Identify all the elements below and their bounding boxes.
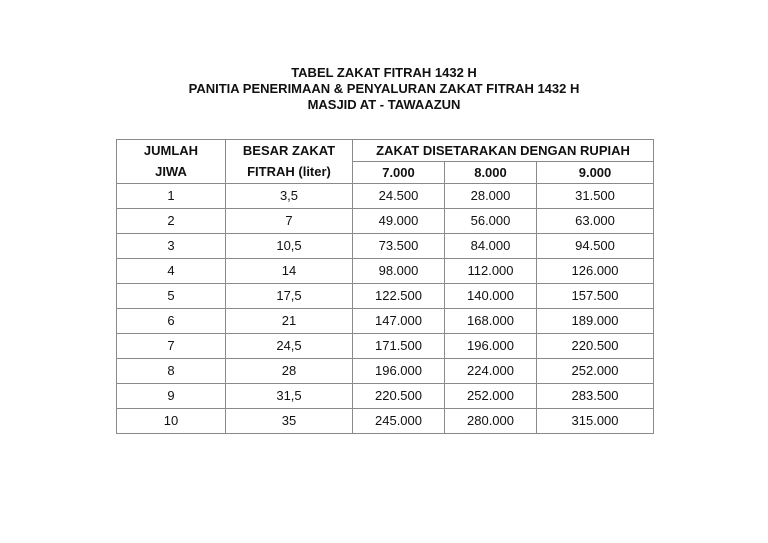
cell-rp-7000: 196.000 (353, 359, 445, 384)
cell-liter: 28 (226, 359, 353, 384)
cell-rp-7000: 171.500 (353, 334, 445, 359)
header-jumlah-line2: JIWA (155, 164, 187, 180)
document-title (0, 65, 768, 113)
cell-jiwa: 8 (117, 359, 226, 384)
zakat-table (116, 139, 654, 434)
header-price-label: 7.000 (382, 164, 415, 180)
cell-rp-7000: 147.000 (353, 309, 445, 334)
cell-jiwa: 7 (117, 334, 226, 359)
title-line-3: MASJID AT - TAWAAZUN (307, 97, 461, 112)
table-header-row-2 (117, 162, 654, 184)
table-row (117, 209, 654, 234)
cell-rp-7000: 245.000 (353, 409, 445, 434)
cell-rp-9000: 252.000 (537, 359, 654, 384)
cell-jiwa: 10 (117, 409, 226, 434)
cell-rp-8000: 28.000 (445, 184, 537, 209)
table-row (117, 184, 654, 209)
header-fitrah-liter (226, 162, 353, 184)
cell-rp-9000: 315.000 (537, 409, 654, 434)
cell-rp-8000: 280.000 (445, 409, 537, 434)
cell-rp-9000: 220.500 (537, 334, 654, 359)
cell-liter: 31,5 (226, 384, 353, 409)
cell-rp-7000: 49.000 (353, 209, 445, 234)
header-price-7000 (353, 162, 445, 184)
cell-jiwa: 2 (117, 209, 226, 234)
table-row (117, 384, 654, 409)
title-line-1: TABEL ZAKAT FITRAH 1432 H (291, 65, 477, 80)
cell-jiwa: 1 (117, 184, 226, 209)
header-jumlah (117, 140, 226, 162)
cell-jiwa: 6 (117, 309, 226, 334)
table-row (117, 234, 654, 259)
cell-liter: 10,5 (226, 234, 353, 259)
cell-liter: 35 (226, 409, 353, 434)
header-price-9000 (537, 162, 654, 184)
cell-jiwa: 5 (117, 284, 226, 309)
cell-liter: 3,5 (226, 184, 353, 209)
table-row (117, 334, 654, 359)
table-row (117, 359, 654, 384)
table-row (117, 284, 654, 309)
header-besar-line1: BESAR ZAKAT (242, 142, 336, 158)
table-header-row-1 (117, 140, 654, 162)
header-jumlah-line1: JUMLAH (143, 142, 199, 158)
cell-liter: 14 (226, 259, 353, 284)
table-row (117, 409, 654, 434)
header-rupiah-group (353, 140, 654, 162)
table-row (117, 259, 654, 284)
cell-rp-8000: 140.000 (445, 284, 537, 309)
header-besar-line2: FITRAH (liter) (247, 164, 331, 180)
header-price-8000 (445, 162, 537, 184)
cell-rp-7000: 73.500 (353, 234, 445, 259)
header-jiwa (117, 162, 226, 184)
header-price-label: 8.000 (474, 164, 507, 180)
cell-liter: 7 (226, 209, 353, 234)
header-besar-zakat (226, 140, 353, 162)
cell-rp-8000: 224.000 (445, 359, 537, 384)
cell-rp-8000: 196.000 (445, 334, 537, 359)
cell-liter: 17,5 (226, 284, 353, 309)
cell-rp-8000: 56.000 (445, 209, 537, 234)
cell-rp-7000: 24.500 (353, 184, 445, 209)
cell-jiwa: 9 (117, 384, 226, 409)
cell-rp-9000: 63.000 (537, 209, 654, 234)
cell-rp-7000: 220.500 (353, 384, 445, 409)
cell-jiwa: 3 (117, 234, 226, 259)
header-rupiah-label: ZAKAT DISETARAKAN DENGAN RUPIAH (376, 142, 630, 158)
cell-rp-9000: 157.500 (537, 284, 654, 309)
cell-rp-8000: 252.000 (445, 384, 537, 409)
table-row (117, 309, 654, 334)
cell-liter: 21 (226, 309, 353, 334)
cell-rp-9000: 126.000 (537, 259, 654, 284)
cell-liter: 24,5 (226, 334, 353, 359)
cell-rp-7000: 122.500 (353, 284, 445, 309)
cell-rp-8000: 112.000 (445, 259, 537, 284)
cell-jiwa: 4 (117, 259, 226, 284)
cell-rp-9000: 189.000 (537, 309, 654, 334)
cell-rp-7000: 98.000 (353, 259, 445, 284)
cell-rp-9000: 94.500 (537, 234, 654, 259)
title-line-2: PANITIA PENERIMAAN & PENYALURAN ZAKAT FITRAH 1432 H (188, 81, 580, 96)
cell-rp-9000: 283.500 (537, 384, 654, 409)
header-price-label: 9.000 (578, 164, 612, 180)
cell-rp-8000: 168.000 (445, 309, 537, 334)
cell-rp-9000: 31.500 (537, 184, 654, 209)
cell-rp-8000: 84.000 (445, 234, 537, 259)
